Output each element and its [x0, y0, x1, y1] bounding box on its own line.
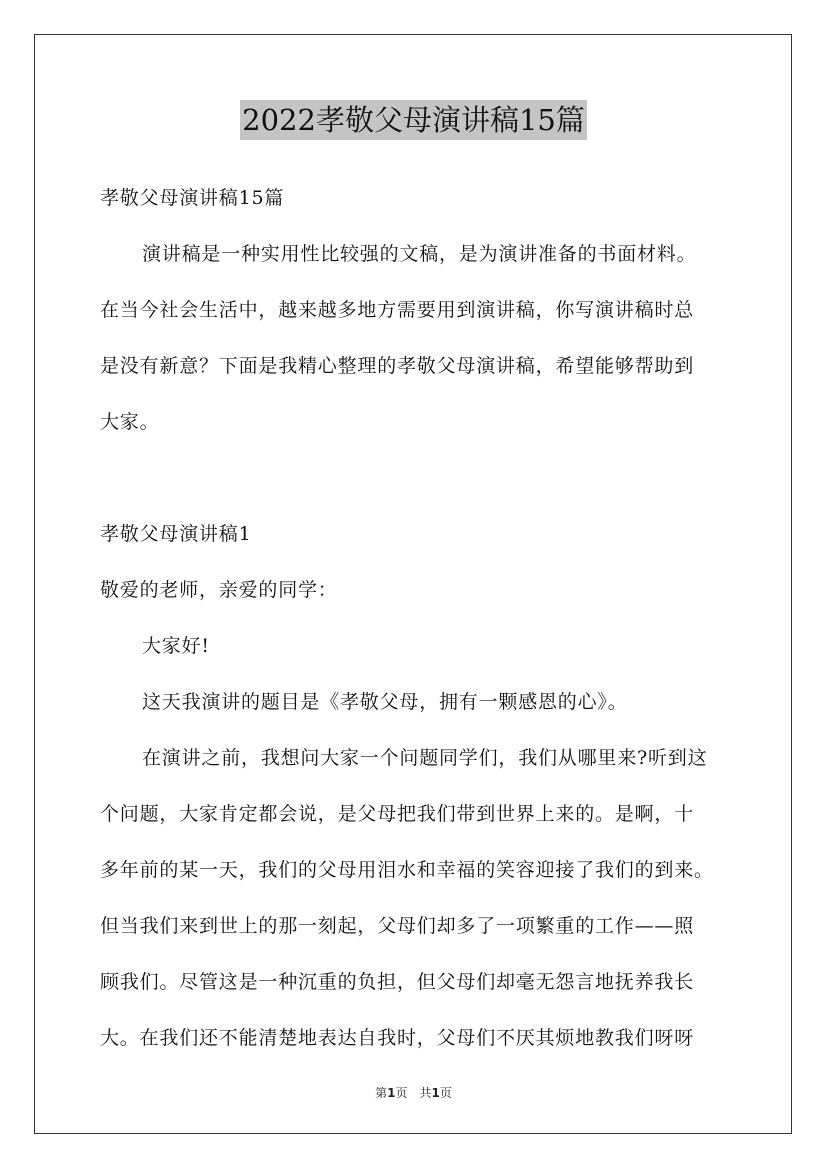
intro-line: 大家。: [100, 411, 160, 433]
section-heading: 孝敬父母演讲稿1: [100, 523, 252, 545]
body-line: 大。在我们还不能清楚地表达自我时，父母们不厌其烦地教我们呀呀: [100, 1027, 695, 1049]
body-line: 个问题，大家肯定都会说，是父母把我们带到世界上来的。是啊，十: [100, 803, 695, 825]
page-footer: [0, 1084, 827, 1101]
body-line: 但当我们来到世上的那一刻起，父母们却多了一项繁重的工作——照: [100, 915, 695, 937]
document-title: 2022孝敬父母演讲稿15篇: [240, 100, 587, 140]
footer-suffix: 页: [439, 1086, 452, 1100]
body-line: 多年前的某一天，我们的父母用泪水和幸福的笑容迎接了我们的到来。: [100, 859, 714, 881]
paragraph-gap: [100, 450, 740, 506]
document-body: [100, 170, 740, 1066]
salutation: 敬爱的老师，亲爱的同学：: [100, 579, 338, 601]
body-line: 在演讲之前，我想问大家一个问题同学们，我们从哪里来?听到这: [142, 747, 708, 769]
intro-line: 是没有新意？下面是我精心整理的孝敬父母演讲稿，希望能够帮助到: [100, 355, 695, 377]
intro-line: 在当今社会生活中，越来越多地方需要用到演讲稿，你写演讲稿时总: [100, 299, 695, 321]
footer-page-number: 1: [387, 1086, 396, 1100]
body-line: 顾我们。尽管这是一种沉重的负担，但父母们却毫无怨言地抚养我长: [100, 971, 695, 993]
greeting: 大家好!: [142, 635, 210, 657]
footer-prefix: 第: [375, 1086, 388, 1100]
title-container: [0, 100, 827, 140]
document-subtitle: 孝敬父母演讲稿15篇: [100, 187, 285, 209]
footer-mid: 页 共: [395, 1086, 432, 1100]
topic-line: 这天我演讲的题目是《孝敬父母，拥有一颗感恩的心》。: [142, 691, 628, 713]
intro-line: 演讲稿是一种实用性比较强的文稿，是为演讲准备的书面材料。: [142, 243, 697, 265]
footer-page-total: 1: [431, 1086, 440, 1100]
